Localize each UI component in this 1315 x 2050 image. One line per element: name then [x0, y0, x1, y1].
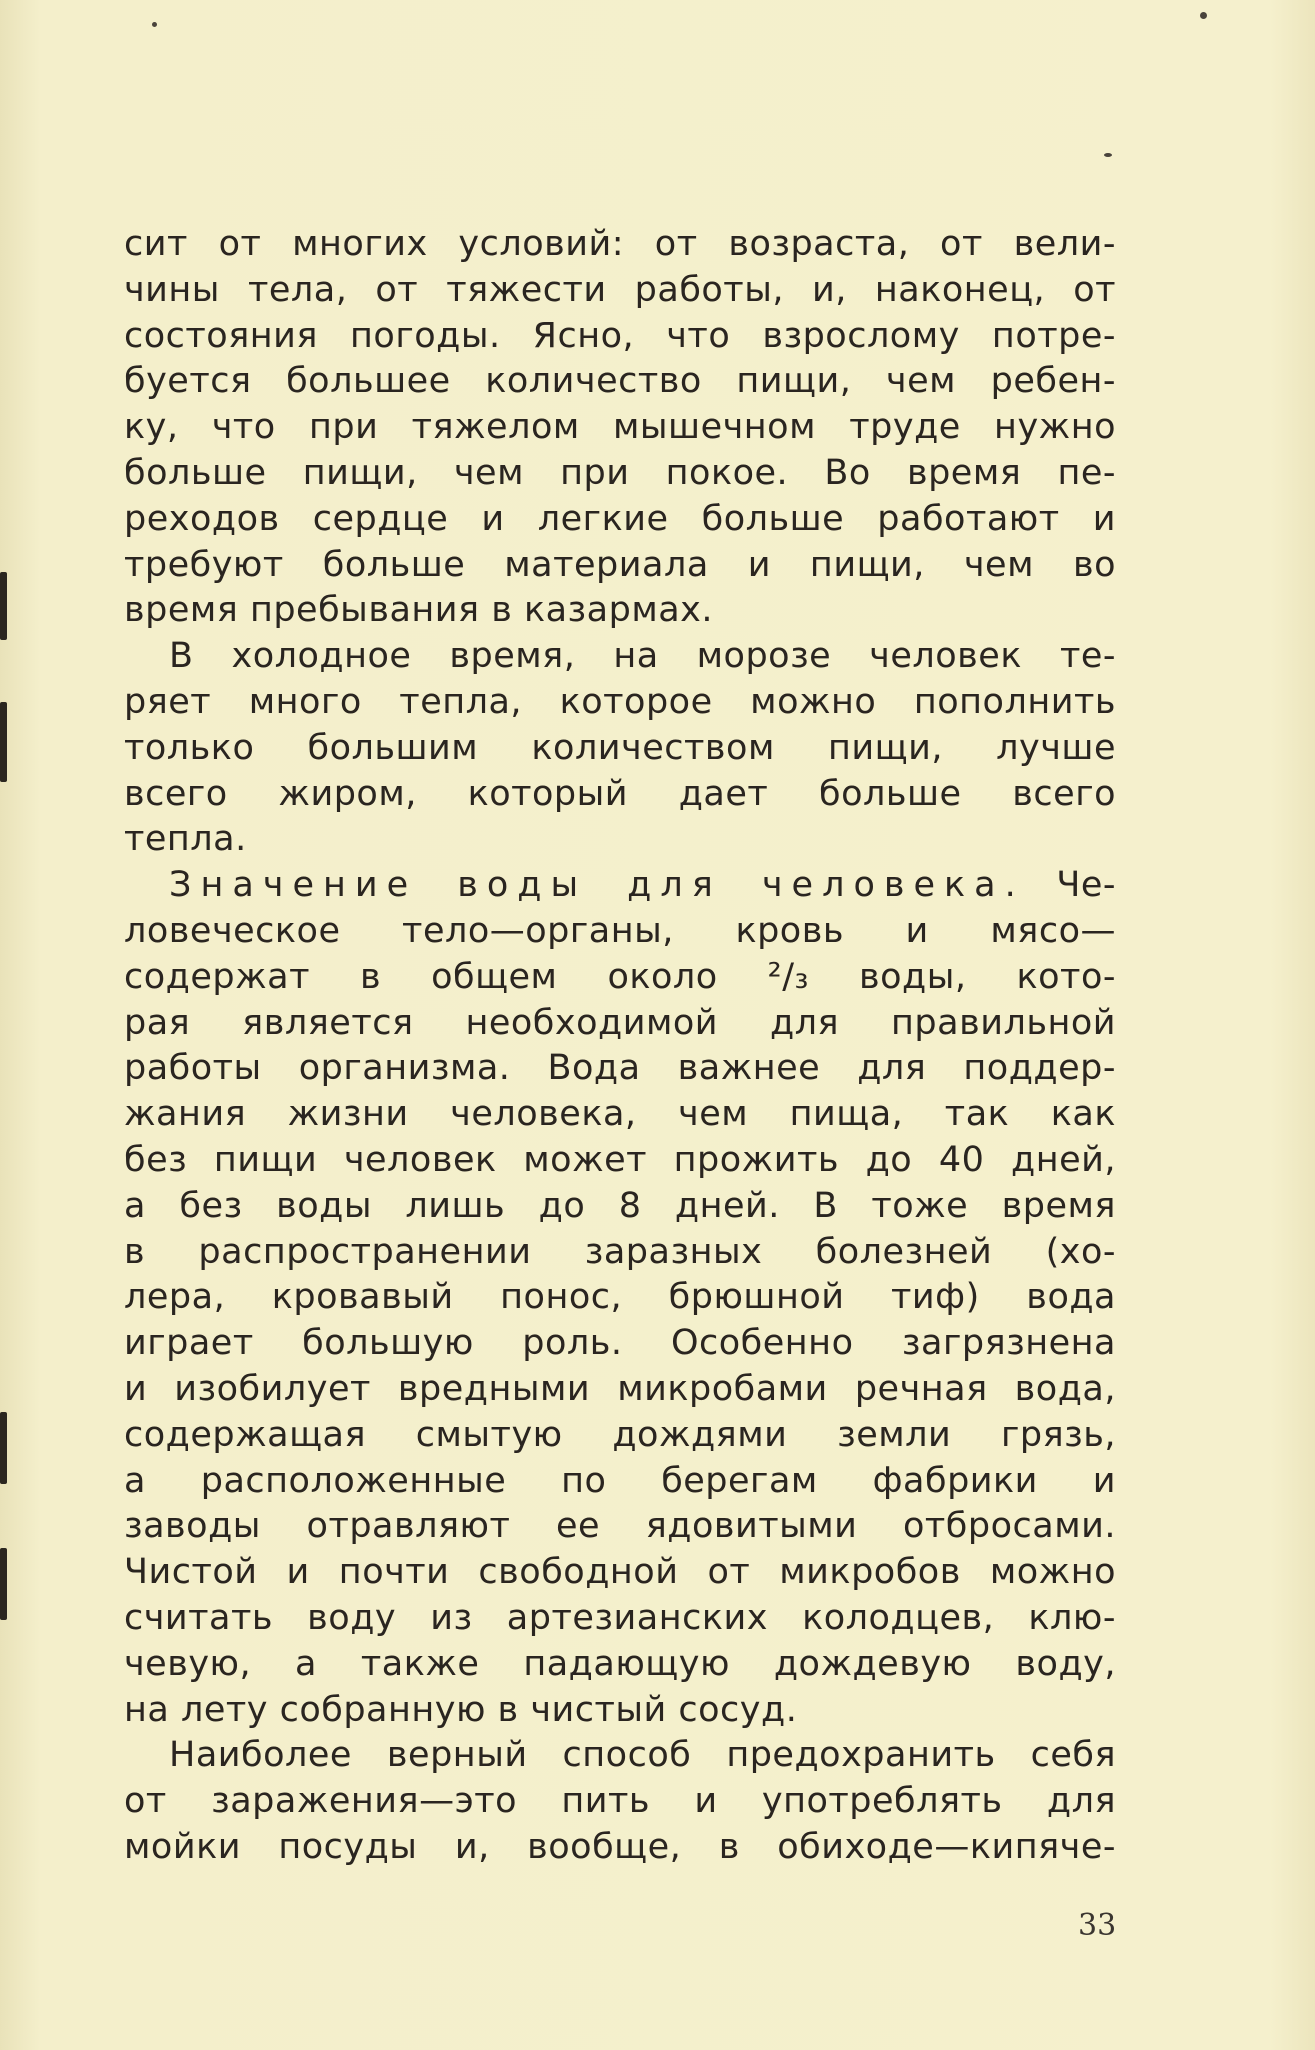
- text-line: содержащая смытую дождями земли грязь,: [124, 1414, 1116, 1455]
- text-line: играет большую роль. Особенно загрязнена: [124, 1323, 1116, 1364]
- text-line: Наиболее верный способ предохранить себя: [169, 1735, 1116, 1776]
- text-line: ряет много тепла, которое можно пополнить: [124, 681, 1116, 722]
- text-line: В холодное время, на морозе человек те-: [169, 636, 1116, 677]
- text-line: на лету собранную в чистый сосуд.: [124, 1689, 798, 1730]
- line-text: Че-: [1024, 865, 1116, 906]
- binding-mark: [0, 702, 7, 782]
- text-line: реходов сердце и легкие больше работают и: [124, 498, 1116, 539]
- paper-fleck: [152, 22, 157, 27]
- text-line: всего жиром, который дает больше всего: [124, 773, 1116, 814]
- text-line: сит от многих условий: от возраста, от вели-: [124, 224, 1116, 264]
- text-line: содержат в общем около ²/₃ воды, кото-: [124, 956, 1116, 997]
- body-text: [124, 222, 1116, 1871]
- text-line: работы организма. Вода важнее для поддер-: [124, 1048, 1116, 1089]
- text-line: а расположенные по берегам фабрики и: [124, 1460, 1116, 1501]
- text-line: в распространении заразных болезней (хо-: [124, 1231, 1116, 1272]
- paper-fleck: [1104, 153, 1112, 157]
- text-line: тепла.: [124, 819, 247, 860]
- binding-mark: [0, 572, 7, 640]
- text-line: чевую, а также падающую дождевую воду,: [124, 1643, 1116, 1684]
- paper-fleck: [1200, 12, 1207, 19]
- page-number: 33: [1078, 1908, 1117, 1943]
- text-line: от заражения—это пить и употреблять для: [124, 1781, 1116, 1822]
- text-line: Чистой и почти свободной от микробов можно: [124, 1552, 1116, 1593]
- text-line: ку, что при тяжелом мышечном труде нужно: [124, 407, 1116, 448]
- text-line: ловеческое тело—органы, кровь и мясо—: [124, 910, 1116, 951]
- spaced-heading: Значение воды для человека.: [169, 865, 1025, 906]
- text-line: считать воду из артезианских колодцев, клю-: [124, 1597, 1116, 1638]
- text-line: буется большее количество пищи, чем ребен-: [124, 361, 1116, 402]
- text-line: лера, кровавый понос, брюшной тиф) вода: [124, 1277, 1116, 1318]
- text-line: требуют больше материала и пищи, чем во: [124, 544, 1116, 585]
- text-line: а без воды лишь до 8 дней. В тоже время: [124, 1185, 1116, 1226]
- text-line: заводы отравляют ее ядовитыми отбросами.: [124, 1506, 1116, 1547]
- text-line: [124, 863, 1116, 909]
- text-line: больше пищи, чем при покое. Во время пе-: [124, 452, 1116, 493]
- text-line: чины тела, от тяжести работы, и, наконец, от: [124, 269, 1116, 310]
- text-line: рая является необходимой для правильной: [124, 1002, 1116, 1043]
- text-line: без пищи человек может прожить до 40 дней,: [124, 1139, 1116, 1180]
- text-line: состояния погоды. Ясно, что взрослому потре-: [124, 315, 1116, 356]
- text-line: и изобилует вредными микробами речная вода,: [124, 1368, 1116, 1409]
- text-line: время пребывания в казармах.: [124, 590, 714, 631]
- binding-mark: [0, 1548, 7, 1620]
- text-line: мойки посуды и, вообще, в обиходе—кипяче-: [124, 1826, 1116, 1867]
- text-line: только большим количеством пищи, лучше: [124, 727, 1116, 768]
- text-line: жания жизни человека, чем пища, так как: [124, 1094, 1116, 1135]
- binding-mark: [0, 1412, 7, 1484]
